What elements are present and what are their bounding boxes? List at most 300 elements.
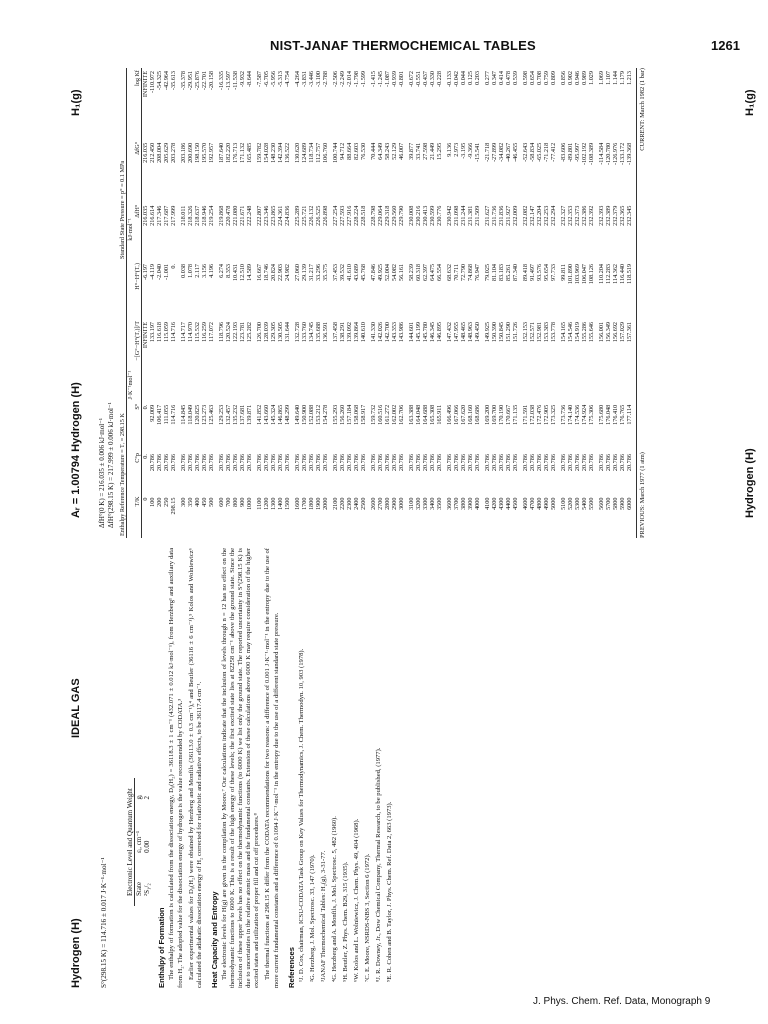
reference-item: ⁵H. Beutler, Z. Phys. Chem. B29, 315 (1935).	[342, 861, 350, 982]
table-row	[429, 68, 436, 538]
table-cell: 173.325	[550, 404, 557, 425]
table-cell: 2.973	[453, 142, 460, 157]
table-cell: 20.786	[332, 454, 339, 472]
table-cell: 46.007	[398, 142, 405, 160]
table-cell: 157.184	[346, 404, 353, 425]
table-cell: 20.786	[218, 454, 225, 472]
table-cell: 156.001	[598, 321, 605, 343]
table-cell: 222.807	[256, 205, 263, 226]
table-cell: 900	[239, 497, 246, 507]
table-cell: 150.845	[498, 321, 505, 343]
table-cell: 33.296	[315, 263, 322, 281]
table-cell: 120.825	[194, 404, 201, 425]
table-cell: -0.330	[429, 71, 436, 87]
table-cell: 110.204	[598, 263, 605, 284]
table-cell: 128.039	[263, 321, 270, 343]
table-row	[422, 68, 429, 538]
table-row	[156, 68, 163, 538]
table-cell: 64.475	[429, 263, 436, 281]
table-cell: 187.640	[218, 142, 225, 163]
table-cell: 224.836	[284, 205, 291, 226]
table-cell: 231.736	[491, 205, 498, 226]
table-cell: 230.413	[422, 205, 429, 226]
table-cell: -6.705	[263, 71, 270, 87]
table-row	[498, 68, 505, 538]
table-cell: 106.047	[581, 263, 588, 285]
table-cell: 146.895	[436, 321, 443, 343]
table-cell: 117.072	[208, 321, 215, 342]
paragraph: The thermal functions at 298.15 K differ from the CODATA recommendations for two reasons: a difference of 0.001 J·K⁻¹·mol⁻¹ in the entropy due to the use of more current fundamental constants and a difference of 0.1094 J·K⁻¹·mol⁻¹ in the entropy due to the use of a different standard state pressure.	[264, 548, 280, 988]
table-cell: 1800	[308, 497, 315, 510]
table-cell: 136.522	[284, 142, 291, 163]
table-cell: 20.786	[529, 454, 536, 472]
table-row	[557, 68, 567, 538]
table-footnote	[636, 68, 646, 538]
table-cell: 169.700	[491, 404, 498, 425]
table-row	[277, 68, 284, 538]
table-cell: 133.760	[301, 321, 308, 343]
table-cell: 175.306	[588, 404, 595, 425]
column-header: H°−H°(Tᵣ)	[134, 261, 142, 319]
table-cell: 24.982	[284, 263, 291, 281]
table-cell: 159.732	[370, 404, 377, 425]
table-cell: 153.778	[550, 321, 557, 343]
reference-list	[298, 548, 395, 988]
table-row	[301, 68, 308, 538]
table-cell: -9.366	[467, 142, 474, 159]
table-cell: 152.571	[529, 321, 536, 343]
table-cell: 148.465	[460, 321, 467, 343]
table-cell: 85.261	[505, 263, 512, 281]
table-cell: 205.629	[163, 142, 170, 163]
table-cell: 2400	[353, 497, 360, 510]
table-cell: 4700	[529, 497, 536, 510]
table-row	[619, 68, 626, 538]
table-cell: 123.781	[239, 321, 246, 343]
table-cell: 20.786	[491, 454, 498, 472]
table-cell: -6.197	[142, 263, 149, 280]
table-row	[588, 68, 595, 538]
table-cell: 39.877	[408, 142, 415, 160]
table-cell: 100	[149, 497, 156, 507]
table-cell: 148.230	[270, 142, 277, 163]
table-row	[270, 68, 277, 538]
table-cell: 130.505	[277, 321, 284, 343]
table-cell: 20.786	[156, 454, 163, 472]
table-cell: 114.716	[170, 321, 177, 342]
reference-item: ³JANAF Thermochemical Tables: H₂(g), 3-31-77.	[319, 850, 327, 982]
previous-version: PREVIOUS: March 1977 (1 atm)	[639, 452, 646, 538]
table-cell: 1300	[270, 497, 277, 510]
table-cell: 4100	[484, 497, 491, 510]
table-cell: 143.353	[391, 321, 398, 343]
table-cell: 20.786	[256, 454, 263, 472]
table-cell: -1.087	[384, 71, 391, 87]
table-cell: 195.570	[201, 142, 208, 163]
table-cell: 2000	[322, 497, 329, 510]
species-name: Hydrogen (H)	[70, 918, 82, 988]
table-cell: 45.768	[360, 263, 367, 281]
col-energy: εᵢ, cm⁻¹	[135, 830, 144, 853]
table-cell: 139.092	[346, 321, 353, 343]
table-cell: 60.318	[415, 263, 422, 281]
table-cell: 20.786	[522, 454, 529, 472]
table-cell: 91.497	[529, 263, 536, 281]
table-row	[543, 68, 550, 538]
table-cell: 228.518	[360, 205, 367, 226]
table-row	[443, 68, 453, 538]
table-cell: 135.232	[232, 404, 239, 425]
table-cell: 2600	[370, 497, 377, 510]
table-row	[574, 68, 581, 538]
table-row	[339, 68, 346, 538]
dhf-298k: ΔfH°(298.15 K) = 217.999 ± 0.006 kJ·mol⁻¹	[107, 402, 115, 528]
table-cell: 97.733	[550, 263, 557, 281]
table-row	[436, 68, 443, 538]
energy-value: 0.00	[143, 840, 152, 853]
table-cell: 231.836	[498, 205, 505, 226]
table-cell: 20.786	[239, 454, 246, 472]
table-cell: 154.919	[574, 321, 581, 343]
table-cell: 4800	[536, 497, 543, 510]
table-cell: 0.598	[522, 71, 529, 85]
table-cell: 114.716	[170, 404, 177, 425]
table-cell: -11.538	[232, 71, 239, 90]
table-cell: 154.546	[567, 321, 574, 343]
table-cell: -4.119	[149, 263, 156, 280]
table-cell: 20.786	[560, 454, 567, 472]
table-row	[595, 68, 605, 538]
table-cell: -46.455	[512, 142, 519, 162]
table-cell: 3000	[398, 497, 405, 510]
table-cell: 20.786	[436, 454, 443, 472]
table-cell: 5600	[598, 497, 605, 510]
journal-footer: J. Phys. Chem. Ref. Data, Monograph 9	[533, 996, 711, 1007]
table-cell: 212.450	[149, 142, 156, 163]
table-cell: 21.449	[429, 142, 436, 160]
table-cell: 20.786	[246, 454, 253, 472]
table-cell: -25.876	[194, 71, 201, 91]
table-cell: 1.144	[612, 71, 619, 85]
table-cell: 2200	[339, 497, 346, 510]
table-cell: 160.516	[377, 404, 384, 425]
table-row	[142, 68, 150, 538]
table-cell: 137.458	[332, 321, 339, 343]
table-cell: 20.786	[474, 454, 481, 472]
table-cell: 298.15	[170, 497, 177, 515]
table-row	[415, 68, 422, 538]
table-cell: 5800	[612, 497, 619, 510]
table-cell: 20.786	[612, 454, 619, 472]
table-cell: -0.801	[398, 71, 405, 87]
table-cell: -89.801	[567, 142, 574, 162]
table-row	[239, 68, 246, 538]
table-cell: 112.757	[315, 142, 322, 163]
table-cell: 15.295	[436, 142, 443, 160]
table-cell: -1.001	[163, 263, 170, 280]
left-column	[98, 548, 398, 988]
table-cell: 198.150	[194, 142, 201, 163]
table-cell: 221.671	[239, 205, 246, 226]
table-cell: -35.378	[180, 71, 187, 91]
table-row	[612, 68, 619, 538]
table-cell: 1.107	[605, 71, 612, 85]
table-cell: 118.519	[626, 263, 633, 284]
table-cell: 20.786	[446, 454, 453, 472]
table-cell: 231.098	[453, 205, 460, 226]
table-cell: -71.218	[543, 142, 550, 162]
bottom-species-name: Hydrogen (H)	[744, 448, 756, 518]
table-row	[391, 68, 398, 538]
table-cell: -102.192	[581, 142, 588, 165]
table-cell: 0.946	[574, 71, 581, 85]
table-cell: -13.597	[225, 71, 232, 91]
table-cell: 1100	[256, 497, 263, 510]
table-cell: -3.831	[301, 71, 308, 87]
table-cell: -40.267	[505, 142, 512, 162]
unit-right: kJ·mol⁻¹	[127, 218, 134, 241]
table-cell: 136.591	[322, 321, 329, 343]
table-cell: 20.786	[567, 454, 574, 472]
table-cell: 0.125	[467, 71, 474, 85]
table-cell: -35.613	[170, 71, 177, 91]
table-cell: 4000	[474, 497, 481, 510]
paragraph: The electronic levels for H(g) are given in the compilation by Moore.⁷ Our calculations indicate that the inclusion of levels through n = 12 has no effect on the thermodynamic functions to 6000 K. This is a result of the high energy of these levels; the first excited state lies at 82258 cm⁻¹ above the ground state. Since the inclusion of these upper levels has no effect on the thermodynamic functions (to 6000 K) we list only the ground state. The reported uncertainty in S°(298.15 K) is due to uncertainties in the relative atomic mass and the fundamental constants. Extension of these calculations above 6000 K may require consideration of the higher excited states and utilization of proper fill and cut off procedures.⁸	[220, 548, 261, 988]
table-cell: 174.536	[574, 404, 581, 425]
table-cell: 20.786	[377, 454, 384, 472]
table-cell: 139.871	[246, 404, 253, 425]
table-cell: 232.379	[612, 205, 619, 226]
table-cell: 218.326	[187, 205, 194, 226]
table-cell: 2800	[384, 497, 391, 510]
reference-item: ⁹E. R. Cohen and B. Taylor, J. Phys. Chem. Ref. Data 2, 663 (1973).	[386, 801, 394, 982]
table-cell: 1.029	[588, 71, 595, 85]
table-cell: 111.055	[163, 404, 170, 425]
table-cell: 145.199	[415, 321, 422, 343]
species-formula: H₁(g)	[70, 89, 82, 116]
table-cell: 20.786	[370, 454, 377, 472]
table-cell: -58.834	[529, 142, 536, 162]
table-cell: 114.970	[187, 321, 194, 342]
table-cell: 20.786	[263, 454, 270, 472]
table-cell: 221.080	[232, 205, 239, 226]
table-cell: 0.478	[505, 71, 512, 85]
table-row	[550, 68, 557, 538]
table-cell: 232.327	[560, 205, 567, 226]
table-cell: 130.620	[294, 142, 301, 163]
table-cell: 149.640	[294, 404, 301, 425]
table-cell: 39.532	[339, 263, 346, 281]
table-cell: 3900	[467, 497, 474, 510]
table-row	[367, 68, 377, 538]
table-cell: 171.135	[512, 404, 519, 425]
table-cell: 1.179	[619, 71, 626, 85]
table-cell: 1400	[277, 497, 284, 510]
table-cell: 226.525	[315, 205, 322, 226]
table-cell: 172.038	[529, 404, 536, 425]
table-cell: 123.273	[201, 404, 208, 425]
table-cell: 1.078	[187, 263, 194, 278]
table-cell: 232.253	[543, 205, 550, 226]
table-cell: 41.610	[346, 263, 353, 281]
table-cell: -83.606	[560, 142, 567, 162]
table-cell: 112.283	[605, 263, 612, 284]
top-band	[68, 58, 92, 988]
table-cell: 145.324	[270, 404, 277, 425]
table-cell: 169.200	[484, 404, 491, 425]
table-cell: 5300	[574, 497, 581, 510]
table-cell: 232.294	[550, 205, 557, 226]
table-cell: 227.593	[339, 205, 346, 226]
table-cell: 70.711	[453, 263, 460, 281]
thermo-table-block	[98, 58, 646, 538]
table-cell: 1500	[284, 497, 291, 510]
table-cell: 20.786	[543, 454, 550, 472]
table-cell: 47.846	[370, 263, 377, 281]
table-cell: -126.976	[612, 142, 619, 165]
table-cell: -2.040	[156, 263, 163, 280]
table-cell: 147.955	[453, 321, 460, 343]
table-cell: 0.	[142, 404, 149, 410]
table-cell: 115.532	[194, 321, 201, 342]
table-cell: -2.249	[339, 71, 346, 87]
table-cell: -77.412	[550, 142, 557, 162]
table-cell: 225.289	[294, 205, 301, 226]
table-cell: 153.383	[543, 321, 550, 343]
table-cell: 2900	[391, 497, 398, 510]
table-cell: 56.161	[398, 263, 405, 281]
table-cell: 168.160	[467, 404, 474, 425]
table-cell: 167.066	[453, 404, 460, 425]
col-weight: gᵢ	[135, 794, 144, 800]
table-cell: 31.217	[308, 263, 315, 281]
table-cell: 58.239	[408, 263, 415, 281]
table-cell: 216.035	[142, 205, 149, 226]
table-cell: 115.059	[163, 321, 170, 342]
table-cell: 20.786	[467, 454, 474, 472]
table-row	[329, 68, 339, 538]
table-cell: -5.313	[277, 71, 284, 87]
table-cell: 151.290	[505, 321, 512, 343]
table-cell: 20.786	[360, 454, 367, 472]
table-cell: 125.282	[246, 321, 253, 343]
table-cell: 20.786	[384, 454, 391, 472]
table-cell: 100.744	[332, 142, 339, 163]
table-cell: 165.308	[429, 404, 436, 425]
table-cell: 232.386	[581, 205, 588, 226]
enthalpy-of-formation-values	[98, 58, 116, 528]
state-value: ²S₁/₂	[143, 883, 152, 896]
column-header: log Kf	[134, 68, 142, 140]
table-cell: 200	[156, 497, 163, 507]
table-cell: 20.786	[353, 454, 360, 472]
table-row	[519, 68, 529, 538]
table-cell: 20.786	[301, 454, 308, 472]
table-cell: -21.718	[484, 142, 491, 162]
running-header-title: NIST-JANAF THERMOCHEMICAL TABLES	[270, 38, 536, 53]
col-state: State	[135, 882, 144, 896]
table-cell: 230.008	[408, 205, 415, 226]
table-cell: 14.589	[246, 263, 253, 281]
table-row	[453, 68, 460, 538]
table-cell: 139.864	[353, 321, 360, 343]
table-cell: 0.038	[180, 263, 187, 278]
table-cell: 133.197	[149, 321, 156, 343]
table-cell: 4300	[498, 497, 505, 510]
table-cell: 176.765	[619, 404, 626, 425]
table-cell: 118.796	[218, 321, 225, 342]
table-row	[529, 68, 536, 538]
references-title: References	[286, 947, 296, 988]
table-cell: 155.286	[581, 321, 588, 343]
table-cell: 147.432	[446, 321, 453, 343]
table-cell: 1200	[263, 497, 270, 510]
table-cell: 228.224	[353, 205, 360, 226]
table-cell: 20.786	[322, 454, 329, 472]
table-cell: 108.126	[588, 263, 595, 285]
section-title: Enthalpy of Formation	[157, 907, 167, 988]
table-cell: 176.713	[232, 142, 239, 163]
table-cell: 219.254	[208, 205, 215, 226]
table-cell: 116.440	[619, 263, 626, 284]
table-cell: 3300	[422, 497, 429, 510]
table-cell: 142.026	[377, 321, 384, 343]
table-cell: 9.136	[446, 142, 453, 157]
table-cell: 70.444	[370, 142, 377, 160]
table-cell: 29.139	[301, 263, 308, 281]
table-cell: 1900	[315, 497, 322, 510]
reference-temperature: Enthalpy Reference Temperature = Tᵣ = 298.15 K	[119, 261, 127, 538]
table-cell: -4.264	[294, 71, 301, 87]
table-cell: 20.786	[605, 454, 612, 472]
table-cell: 129.253	[218, 404, 225, 425]
table-cell: 226.132	[308, 205, 315, 226]
table-cell: 174.924	[581, 404, 588, 425]
table-cell: 174.140	[567, 404, 574, 425]
table-cell: 218.946	[201, 205, 208, 226]
table-cell: 224.361	[277, 205, 284, 226]
table-cell: 101.890	[567, 263, 574, 285]
table-cell: 167.620	[460, 404, 467, 425]
table-row	[491, 68, 498, 538]
table-row	[505, 68, 512, 538]
table-cell: 20.786	[626, 454, 633, 472]
table-cell: 20.786	[498, 454, 505, 472]
table-cell: 0.277	[484, 71, 491, 85]
table-cell: 152.088	[308, 404, 315, 425]
table-cell: 168.686	[474, 404, 481, 425]
table-cell: 0.902	[567, 71, 574, 85]
table-cell: 20.786	[163, 454, 170, 472]
table-cell: 138.291	[339, 321, 346, 343]
table-cell: 500	[208, 497, 215, 507]
page-number: 1261	[711, 38, 740, 53]
table-cell: -2.788	[322, 71, 329, 87]
table-cell: 165.485	[246, 142, 253, 163]
table-cell: 156.692	[612, 321, 619, 343]
table-row	[405, 68, 415, 538]
table-row	[225, 68, 232, 538]
table-cell: 182.220	[225, 142, 232, 163]
table-cell: 148.299	[284, 404, 291, 425]
table-cell: 216.035	[142, 142, 149, 163]
table-cell: 35.375	[322, 263, 329, 281]
table-cell: 218.011	[180, 205, 187, 226]
table-cell: 20.786	[277, 454, 284, 472]
table-row	[581, 68, 588, 538]
table-cell: 5400	[581, 497, 588, 510]
table-row	[460, 68, 467, 538]
